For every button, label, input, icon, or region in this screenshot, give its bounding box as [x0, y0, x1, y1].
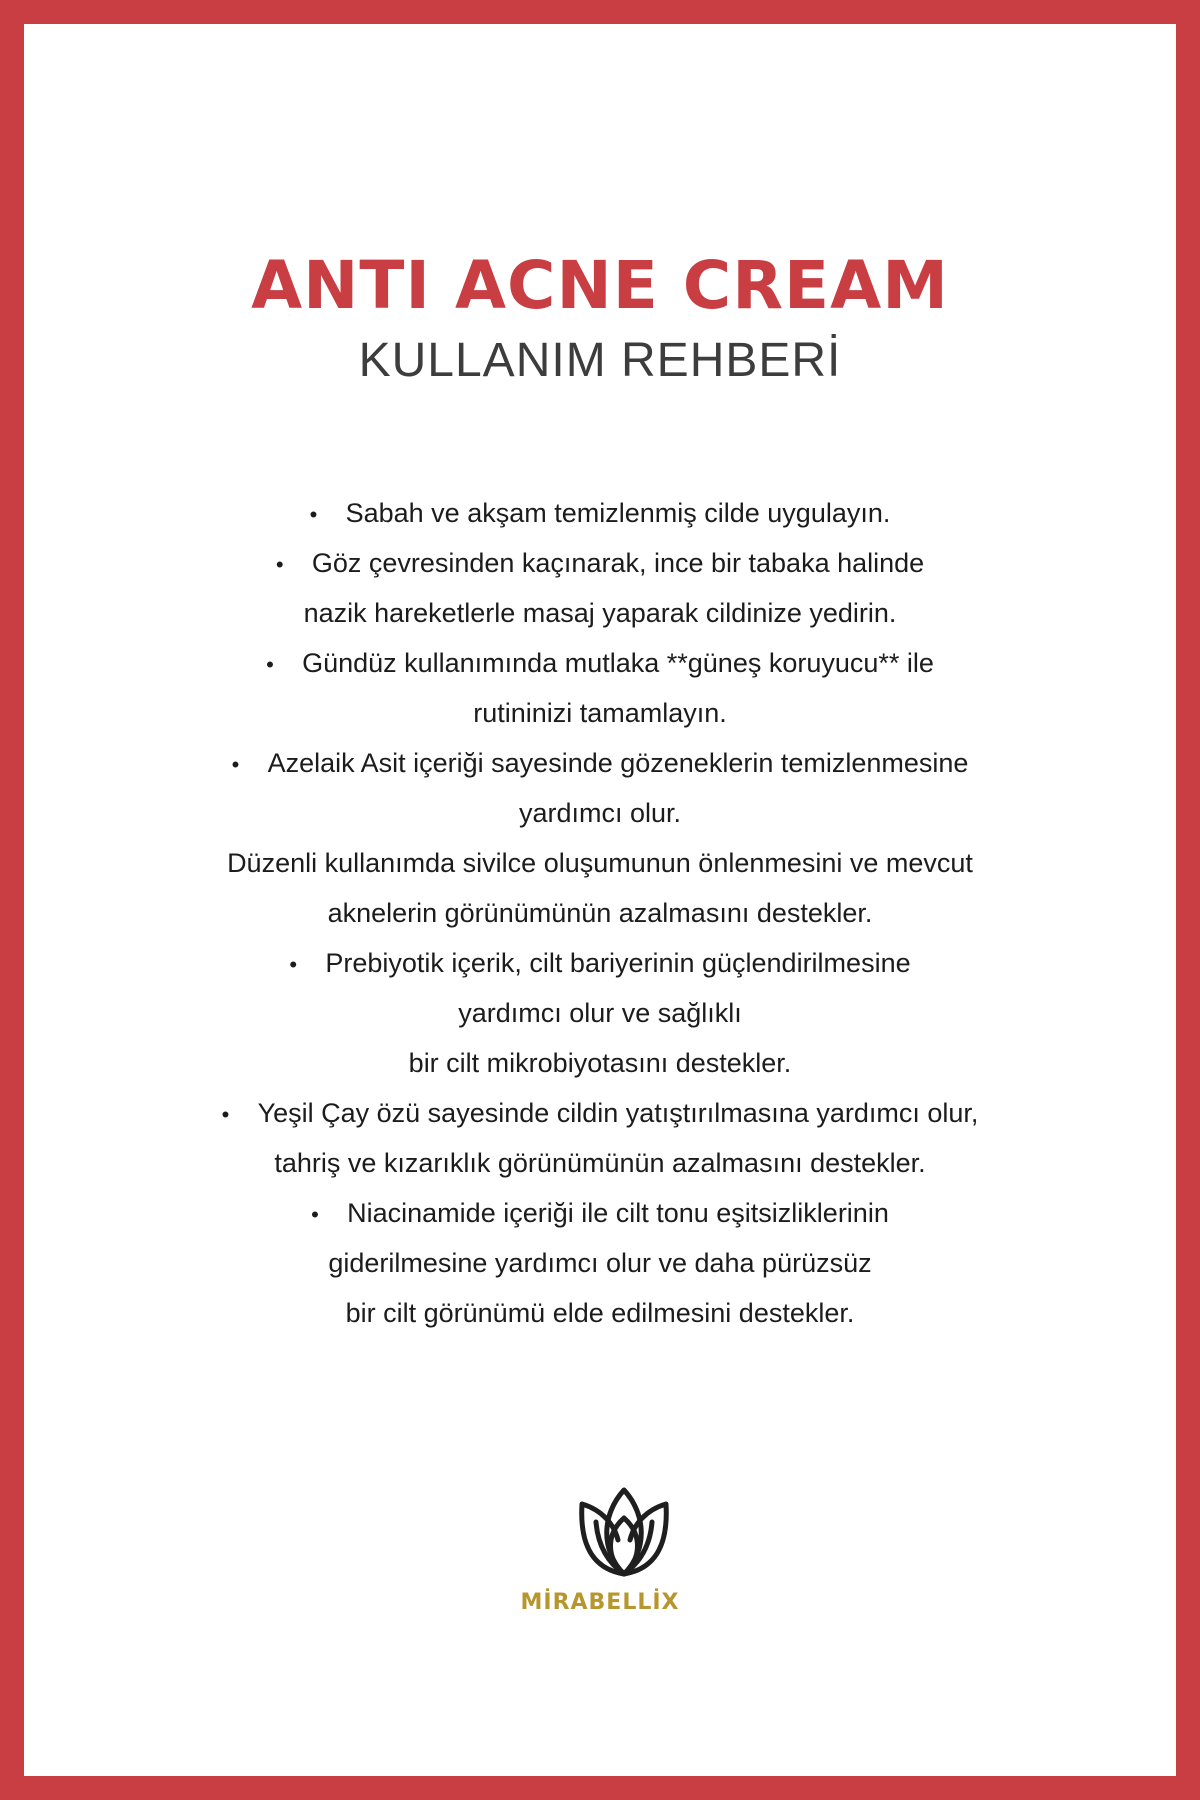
instruction-line: • Sabah ve akşam temizlenmiş cilde uygulayın.: [24, 488, 1176, 538]
usage-guide-subtitle: KULLANIM REHBERİ: [358, 334, 842, 387]
instruction-line: yardımcı olur ve sağlıklı: [458, 998, 742, 1028]
instruction-line: • Yeşil Çay özü sayesinde cildin yatıştırılmasına yardımcı olur,: [24, 1088, 1176, 1138]
instruction-line: • Göz çevresinden kaçınarak, ince bir tabaka halinde: [24, 538, 1176, 588]
instruction-line: giderilmesine yardımcı olur ve daha pürüzsüz: [328, 1248, 872, 1278]
instruction-line: bir cilt mikrobiyotasını destekler.: [408, 1048, 792, 1078]
instruction-line: rutininizi tamamlayın.: [473, 698, 727, 728]
instruction-line: yardımcı olur.: [518, 798, 682, 828]
bullet-icon: •: [266, 652, 274, 677]
instruction-line: bir cilt görünümü elde edilmesini destekler.: [345, 1298, 855, 1328]
bullet-icon: •: [275, 552, 284, 577]
lotus-flower-icon: [576, 1478, 672, 1578]
instruction-line: aknelerin görünümünün azalmasını destekler.: [327, 898, 873, 928]
instruction-line: • Gündüz kullanımında mutlaka **güneş koruyucu** ile: [24, 638, 1176, 688]
bullet-icon: •: [311, 1202, 319, 1227]
instruction-line: Düzenli kullanımda sivilce oluşumunun önlenmesini ve mevcut: [227, 848, 973, 878]
bullet-icon: •: [221, 1102, 230, 1127]
instruction-line: • Niacinamide içeriği ile cilt tonu eşitsizliklerinin: [24, 1188, 1176, 1238]
instruction-line: nazik hareketlerle masaj yaparak cildinize yedirin.: [303, 598, 897, 628]
instruction-line: • Azelaik Asit içeriği sayesinde gözeneklerin temizlenmesine: [24, 738, 1176, 788]
bullet-icon: •: [309, 502, 318, 527]
instruction-line: • Prebiyotik içerik, cilt bariyerinin güçlendirilmesine: [24, 938, 1176, 988]
bullet-icon: •: [231, 752, 240, 777]
instruction-line: tahriş ve kızarıklık görünümünün azalmasını destekler.: [274, 1148, 926, 1178]
brand-name: MİRABELLİX: [520, 1590, 680, 1615]
usage-instructions: [24, 488, 1176, 1338]
bullet-icon: •: [289, 952, 298, 977]
product-title: ANTI ACNE CREAM: [251, 247, 949, 324]
